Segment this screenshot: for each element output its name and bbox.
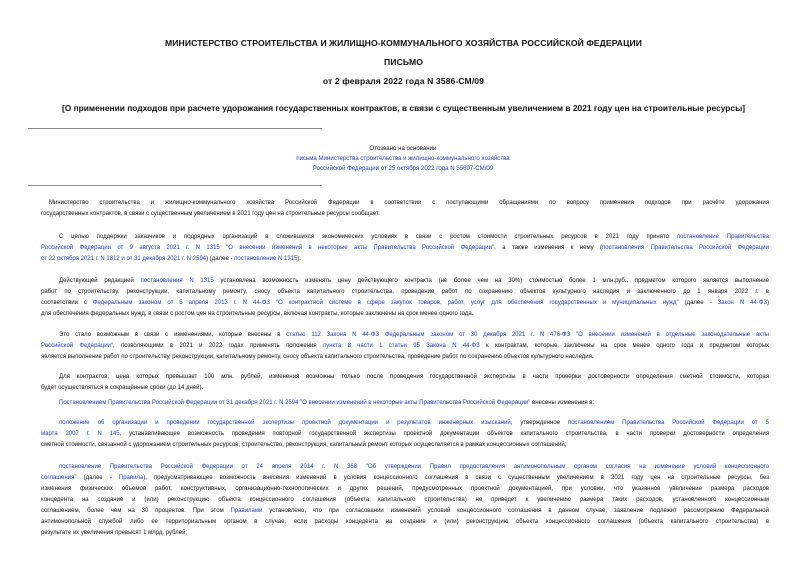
link-resolution-1315-b[interactable]: постановления N 1315	[140, 278, 214, 284]
link-article-95[interactable]: пункта 8 части 1 статьи 95 Закона N 44-ФЗ	[322, 343, 480, 349]
divider-bottom	[28, 185, 322, 186]
text-line: концедента на создание и (или) реконструкцию объекта концессионного соглашения (объекта капитального строительства) не приведет к увеличению размера таких расходов, установленного концессионным	[41, 497, 769, 503]
link-amendments[interactable]: постановления Правительства Российской Федерации	[602, 245, 770, 251]
text-line: соглашения" (далее - Правила), предусматривающее возможность внесения изменений в условия концессионного соглашения в связи с существенным увеличением в 2021 году цен на строительные ресурсы, без	[41, 475, 769, 481]
link-rules[interactable]: Правила	[118, 475, 144, 481]
paragraph-support	[41, 232, 769, 265]
text-line: будет осуществляться в сокращённые сроки (до 14 дней).	[41, 385, 204, 391]
link-amendments-dates[interactable]: от 22 октября 2021 г. N 1812 и от 31 декабря 2021 г. N 2594	[41, 256, 207, 262]
text-line: Министерство строительства и жилищно-коммунального хозяйства Российской Федерации в соответствии с поступающими обращениями по вопросу применения подходов при расчёте удорожания	[49, 200, 769, 206]
link-resolution-368-cont[interactable]: соглашения"	[41, 475, 77, 481]
text-line: Российской Федерации", позволяющими в 2021 и 2022 годах применять положения пункта 8 части 1 статьи 95 Закона N 44-ФЗ к контрактам, которые заключены на срок менее одного года и предметом которых	[41, 343, 770, 349]
paragraph-expertise	[41, 372, 769, 394]
link-resolution-n1315[interactable]: постановление N 1315	[234, 256, 298, 262]
text-line: Для контрактов, цена которых превышает 100 млн. рублей, изменения возможны только после проведения государственной экспертизы в части проверки достоверности определения сметной стоимости, которая	[59, 374, 769, 380]
text-line: сметной стоимости, связанной с удорожанием строительных ресурсов, строительство, реконструкция, капитальный ремонт которых осуществляется в рамках концессионных соглашений;	[41, 442, 567, 448]
link-resolution-2594[interactable]: Постановлением Правительства Российской Федерации от 31 декабря 2021 г. N 2594 "О внесении изменений в некоторые акты Правительства Российской Федерации"	[59, 400, 531, 406]
text-line: изменения физических объемов работ, конструктивных, организационно-технологических и других решений, предусмотренных проектной документацией, при условии, что указанное увеличение размера расходов	[41, 486, 769, 492]
text-line: Это стало возможным в связи с изменениями, которые внесены в статью 112 Закона N 44-ФЗ Федеральным законом от 30 декабря 2021 г. N 476-ФЗ "О внесении изменений в отдельные законодательные акты	[59, 332, 769, 338]
paragraph-resolution-2594	[41, 398, 769, 409]
link-article-112[interactable]: статью 112 Закона N 44-ФЗ	[286, 332, 380, 338]
revocation-link[interactable]: письма Министерства строительства и жилищно-коммунального хозяйства	[296, 155, 510, 162]
link-resolution-145-cont[interactable]: марта 2007 г. N 145	[41, 431, 120, 437]
link-law-476fz[interactable]: Федеральным законом от 30 декабря 2021 г. N 476-ФЗ "О внесении изменений в отдельные законодательные акты	[384, 332, 769, 338]
paragraph-law-changes	[41, 330, 769, 363]
revocation-link-cont[interactable]: Российской Федерации от 25 октября 2022 года N 55697-СМ/09	[312, 165, 494, 172]
text-line: является выполнение работ по строительству, реконструкции, капитальному ремонту, сносу объекта капитального строительства, проведение работ по сохранению объектов культурного наследия.	[41, 354, 594, 360]
text-line: соответствии с Федеральным законом от 5 апреля 2013 г. N 44-ФЗ "О контрактной системе в сфере закупок товаров, работ, услуг для обеспечения государственных и муниципальных нужд" (далее - Закон N 44-ФЗ)	[41, 300, 769, 306]
text-line: работ по строительству, реконструкции, капитальному ремонту, сносу объекта капитального строительства, проведение работ по сохранению объектов культурного наследия и заключенного до 1 января 2022 г. в	[41, 289, 769, 295]
text-line: антимонопольной службой либо ее территориальным органом в случае, если расходы концедента на создание и (или) реконструкцию объекта концессионного соглашения (объекта капитального строительства) в	[41, 519, 769, 525]
revocation-note: Отозвано на основании	[369, 145, 437, 152]
link-rules-b[interactable]: Правилами	[230, 508, 263, 514]
text-line: марта 2007 г. N 145, устанавливающее возможность проведения повторной государственной экспертизы проектной документации объектов капитального строительства, в части проверки достоверности определения	[41, 431, 769, 437]
text-line: Постановлением Правительства Российской Федерации от 31 декабря 2021 г. N 2594 "О внесении изменений в некоторые акты Правительства Российской Федерации" внесены изменения в:	[59, 400, 595, 406]
text-line: государственных контрактов, в связи с существенным увеличением в 2021 году цен на строительные ресурсы сообщает.	[41, 211, 380, 217]
paragraph-contract-price	[41, 276, 769, 320]
link-resolution-368[interactable]: постановление Правительства Российской Федерации от 24 апреля 2014 г. N 368 "Об утверждении Правил предоставления антимонопольным органом согласия на изменение условий концессионного	[59, 464, 769, 470]
text-line: от 22 октября 2021 г. N 1812 и от 31 декабря 2021 г. N 2594) (далее - постановление N 1315).	[41, 256, 301, 262]
document-subject: [О применении подходов при расчете удорожания государственных контрактов, в связи с существенным увеличением в 2021 году цен на строительные ресурсы]	[61, 103, 746, 113]
paragraph-expertise-regulation	[41, 418, 769, 451]
text-line: положение об организации и проведении государственной экспертизы проектной документации и результатов инженерных изысканий, утвержденное постановлением Правительства Российской Федерации от 5	[59, 420, 769, 426]
text-line: С целью поддержки заказчиков и подрядных организаций в сложившихся экономических условиях в связи с ростом стоимости строительных ресурсов в 2021 году принято постановление Правительства	[59, 234, 769, 240]
link-resolution-1315-title[interactable]: Российской Федерации от 9 августа 2021 г. N 1315 "О внесении изменений в некоторые акты Правительства Российской Федерации"	[41, 245, 495, 251]
document-date-number: от 2 февраля 2022 года N 3586-СМ/09	[322, 76, 485, 86]
text-line: Действующей редакцией постановления N 1315 установлена возможность изменять цену действующего контракта (не более чем на 30%) стоимостью более 1 млн.руб., предметом которого является выполнение	[59, 278, 769, 284]
paragraph-concession	[41, 462, 769, 539]
document-type: ПИСЬМО	[384, 57, 423, 67]
text-line: результате их увеличения превысят 1 млрд. рублей;	[41, 530, 188, 536]
link-law-476fz-cont[interactable]: Российской Федерации"	[41, 343, 114, 349]
link-resolution-145[interactable]: постановлением Правительства Российской Федерации от 5	[567, 420, 769, 426]
paragraph-intro	[41, 198, 769, 220]
text-line: Российской Федерации от 9 августа 2021 г. N 1315 "О внесении изменений в некоторые акты Правительства Российской Федерации", а также изменения к нему (постановления Правительства Российской Федерации	[41, 245, 770, 251]
divider-top	[28, 128, 322, 129]
text-line: для обеспечения федеральных нужд, в связи с ростом цен на строительные ресурсы, включая контракты, которые заключены на срок менее одного года.	[41, 311, 474, 317]
text-line: соглашением, более чем на 30 процентов. При этом Правилами установлено, что при согласовании изменений условий концессионного соглашения в данном случае, заявление подлежит рассмотрению Федеральной	[41, 508, 769, 514]
link-law-44fz-short[interactable]: Закон N 44-ФЗ	[717, 300, 767, 306]
link-law-44fz[interactable]: Федеральным законом от 5 апреля 2013 г. N 44-ФЗ "О контрактной системе в сфере закупок товаров, работ, услуг для обеспечения государственных и муниципальных нужд"	[92, 300, 679, 306]
link-resolution-1315[interactable]: постановление Правительства	[676, 234, 769, 240]
link-expertise-regulation[interactable]: положение об организации и проведении государственной экспертизы проектной документации и результатов инженерных изысканий	[59, 420, 511, 426]
ministry-title: МИНИСТЕРСТВО СТРОИТЕЛЬСТВА И ЖИЛИЩНО-КОММУНАЛЬНОГО ХОЗЯЙСТВА РОССИЙСКОЙ ФЕДЕРАЦИИ	[164, 38, 643, 48]
